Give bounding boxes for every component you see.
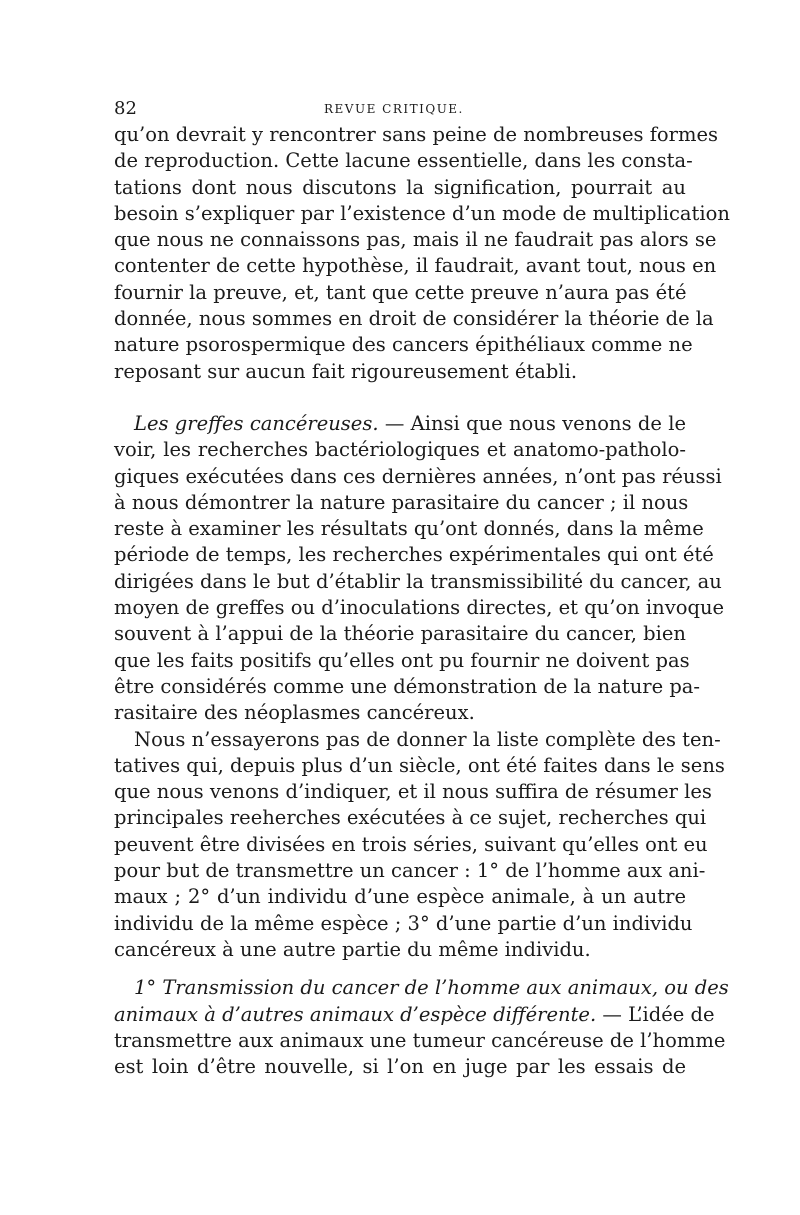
text-line: tations dont nous discutons la signification, pourrait au (114, 175, 686, 199)
text-line: fournir la preuve, et, tant que cette preuve n’aura pas été (114, 280, 687, 304)
text-line: donnée, nous sommes en droit de considérer la théorie de la (114, 307, 714, 331)
page-number: 82 (114, 98, 137, 119)
paragraph-2 (114, 411, 725, 727)
running-head (114, 98, 686, 122)
text-line: individu de la même espèce ; 3° d’une partie d’un individu (114, 911, 693, 935)
text-line: que les faits positifs qu’elles ont pu fournir ne doivent pas (114, 648, 690, 672)
book-page (114, 98, 730, 1080)
text-span: — Ainsi que nous venons de le (378, 411, 686, 435)
text-line: que nous ne connaissons pas, mais il ne faudrait pas alors se (114, 228, 717, 252)
text-line: souvent à l’appui de la théorie parasitaire du cancer, bien (114, 622, 686, 646)
text-line: principales reeherches exécutées à ce sujet, recherches qui (114, 806, 707, 830)
section-heading-transmission: 1° Transmission du cancer de l’homme aux animaux, ou des (134, 976, 729, 1000)
text-line: peuvent être divisées en trois séries, suivant qu’elles ont eu (114, 832, 708, 856)
text-line: dirigées dans le but d’établir la transmissibilité du cancer, au (114, 569, 722, 593)
text-line: qu’on devrait y rencontrer sans peine de nombreuses formes (114, 123, 719, 146)
paragraph-1 (114, 122, 730, 385)
text-line: cancéreux à une autre partie du même individu. (114, 937, 591, 961)
text-line: être considérés comme une démonstration de la nature pa- (114, 674, 701, 698)
text-line: Nous n’essayerons pas de donner la liste complète des ten- (134, 727, 721, 751)
text-span: — L’idée de (596, 1002, 715, 1026)
text-line: maux ; 2° d’un individu d’une espèce animale, à un autre (114, 885, 686, 909)
text-line: moyen de greffes ou d’inoculations directes, et qu’on invoque (114, 596, 725, 620)
paragraph-4 (114, 975, 729, 1080)
text-line: reposant sur aucun fait rigoureusement établi. (114, 359, 578, 383)
section-heading-line (114, 1002, 715, 1028)
text-line: giques exécutées dans ces dernières années, n’ont pas réussi (114, 464, 722, 488)
section-heading-greffes: Les greffes cancéreuses. (134, 411, 379, 435)
text-line: que nous venons d’indiquer, et il nous suffira de résumer les (114, 780, 712, 804)
text-line: rasitaire des néoplasmes cancéreux. (114, 701, 475, 725)
text-line: pour but de transmettre un cancer : 1° de l’homme aux ani- (114, 859, 706, 883)
text-line: contenter de cette hypothèse, il faudrait, avant tout, nous en (114, 254, 717, 278)
text-line: tatives qui, depuis plus d’un siècle, ont été faites dans le sens (114, 753, 725, 777)
text-line: de reproduction. Cette lacune essentielle, dans les consta- (114, 149, 693, 173)
text-line: est loin d’être nouvelle, si l’on en juge par les essais de (114, 1055, 686, 1079)
paragraph-gap (114, 385, 686, 411)
text-line: reste à examiner les résultats qu’ont donnés, dans la même (114, 517, 704, 541)
paragraph-3 (114, 727, 725, 964)
running-head-title: REVUE CRITIQUE. (324, 102, 464, 116)
section-heading-line (114, 411, 686, 437)
section-heading-continued: animaux à d’autres animaux d’espèce différente. (114, 1002, 597, 1026)
text-line: transmettre aux animaux une tumeur cancéreuse de l’homme (114, 1028, 726, 1052)
text-line: besoin s’expliquer par l’existence d’un mode de multiplication (114, 201, 730, 225)
text-line: voir, les recherches bactériologiques et anatomo-patholo- (114, 438, 686, 462)
text-line: nature psorospermique des cancers épithéliaux comme ne (114, 333, 693, 357)
text-line: à nous démontrer la nature parasitaire du cancer ; il nous (114, 490, 689, 514)
text-line: période de temps, les recherches expérimentales qui ont été (114, 543, 714, 567)
paragraph-gap (114, 963, 686, 975)
